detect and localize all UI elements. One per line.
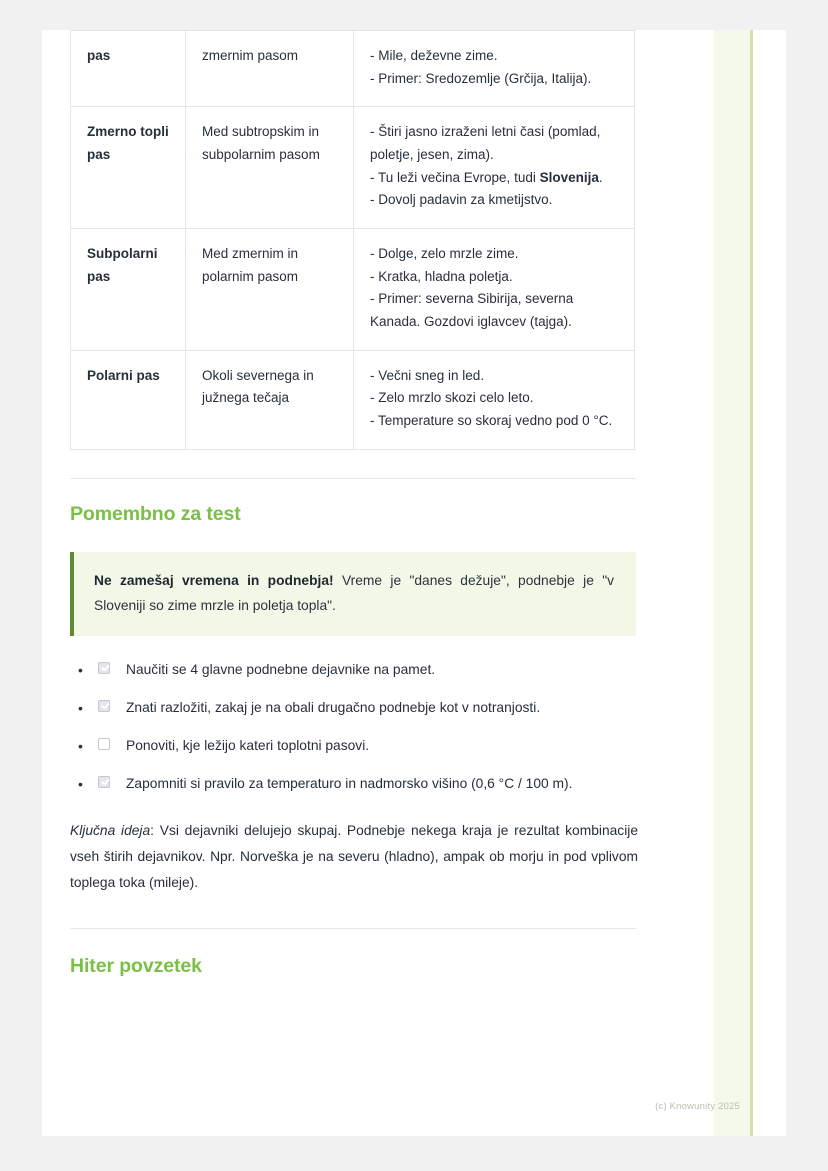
- table-cell-details: - Štiri jasno izraženi letni časi (pomlad, poletje, jesen, zima). - Tu leži večina Evrope, tudi Slovenija. - Dovolj padavin za kmetijstvo.: [354, 107, 635, 229]
- list-item-label: Znati razložiti, zakaj je na obali drugačno podnebje kot v notranjosti.: [126, 700, 541, 716]
- checkbox-icon[interactable]: [98, 662, 110, 674]
- detail-line: - Primer: Sredozemlje (Grčija, Italija).: [370, 70, 592, 86]
- callout-body: Vreme je "danes dežuje", podnebje je "v Sloveniji so zime mrzle in poletja topla".: [94, 572, 615, 613]
- key-idea-paragraph: [70, 818, 638, 897]
- list-item: [70, 772, 636, 795]
- list-item: [70, 658, 636, 681]
- list-item: [70, 696, 636, 719]
- detail-line: - Temperature so skoraj vedno pod 0 °C.: [370, 413, 613, 429]
- bullet-dot: •: [78, 700, 83, 717]
- table-cell-zone: Subpolarni pas: [71, 229, 186, 351]
- checkbox-icon[interactable]: [98, 738, 110, 750]
- table-cell-location: Med zmernim in polarnim pasom: [186, 229, 354, 351]
- table-cell-details: [354, 229, 635, 351]
- table-row: [71, 107, 635, 229]
- document-page: [42, 30, 786, 1136]
- table-cell-location: Okoli severnega in južnega tečaja: [186, 350, 354, 449]
- detail-line: - Mile, deževne zime.: [370, 48, 498, 63]
- section-divider: [70, 928, 636, 929]
- detail-line: - Zelo mrzlo skozi celo leto.: [370, 390, 534, 406]
- key-idea-text: : Vsi dejavniki delujejo skupaj. Podnebje nekega kraja je rezultat kombinacije vseh štirih dejavnikov. Npr. Norveška je na severu (hladno), ampak ob morju in pod vplivom toplega toka (mileje).: [70, 822, 639, 891]
- study-checklist: [70, 658, 636, 796]
- page-edge-strip-accent: [750, 30, 753, 1136]
- list-item: [70, 734, 636, 757]
- key-idea-label: Ključna ideja: [70, 822, 151, 838]
- table-row: [71, 229, 635, 351]
- detail-line: - Dolge, zelo mrzle zime.: [370, 246, 519, 262]
- detail-line: - Večni sneg in led.: [370, 367, 485, 383]
- table-cell-location: Med subtropskim in subpolarnim pasom: [186, 107, 354, 229]
- checkbox-icon[interactable]: [98, 776, 110, 788]
- section-divider: [70, 478, 636, 479]
- checkbox-icon[interactable]: [98, 700, 110, 712]
- list-item-label: Zapomniti si pravilo za temperaturo in nadmorsko višino (0,6 °C / 100 m).: [126, 776, 573, 792]
- bullet-dot: •: [78, 776, 83, 793]
- climate-zones-table: [70, 30, 635, 450]
- section-title-important: Pomembno za test: [70, 502, 241, 525]
- document-content: [70, 30, 662, 978]
- bullet-dot: •: [78, 661, 83, 678]
- table-cell-location: zmernim pasom: [186, 31, 354, 107]
- bullet-dot: •: [78, 738, 83, 755]
- table-row: [71, 31, 635, 107]
- table-cell-zone: Zmerno topli pas: [71, 107, 186, 229]
- table-cell-details: [354, 31, 635, 107]
- table-row: [71, 350, 635, 449]
- detail-line: - Primer: severna Sibirija, severna Kanada. Gozdovi iglavcev (tajga).: [370, 291, 574, 330]
- callout-lead: Ne zamešaj vremena in podnebja!: [94, 572, 334, 588]
- page-edge-strip-light: [714, 30, 750, 1136]
- table-cell-zone: Polarni pas: [71, 350, 186, 449]
- table-cell-zone: pas: [71, 31, 186, 107]
- table-cell-details: [354, 350, 635, 449]
- detail-line: - Kratka, hladna poletja.: [370, 268, 513, 284]
- list-item-label: Ponoviti, kje ležijo kateri toplotni pasovi.: [126, 738, 370, 754]
- footer-credit: (c) Knowunity 2025: [655, 1101, 740, 1112]
- warning-callout: [70, 552, 636, 636]
- section-title-summary: Hiter povzetek: [70, 955, 202, 978]
- list-item-label: Naučiti se 4 glavne podnebne dejavnike na pamet.: [126, 661, 436, 677]
